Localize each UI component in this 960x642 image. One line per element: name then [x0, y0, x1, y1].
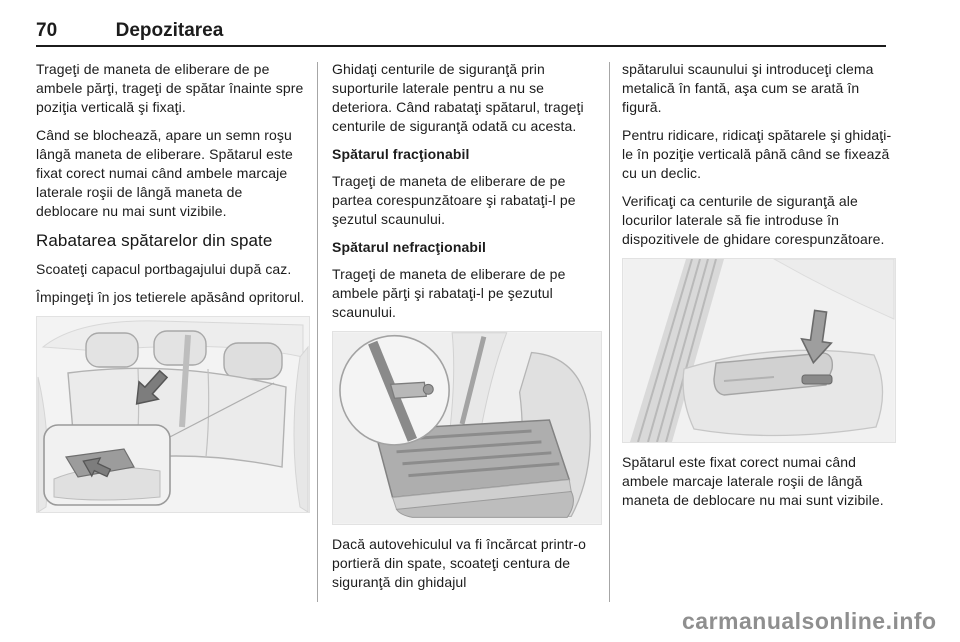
chapter-title: Depozitarea	[115, 20, 224, 41]
rear-seats-illustration	[36, 316, 310, 513]
figure-folded-backrest	[332, 331, 600, 525]
paragraph: spătarului scaunului şi introduceţi clema metalică în fantă, aşa cum se arată în figură.	[622, 61, 874, 115]
column-2	[332, 60, 600, 601]
belt-clip-slot	[802, 375, 832, 384]
column-divider	[609, 62, 610, 602]
paragraph: Dacă autovehiculul va fi încărcat printr-o portieră din spate, scoateţi centura de siguranţă din ghidajul	[332, 536, 586, 590]
page-header	[36, 20, 886, 42]
paragraph: Pentru ridicare, ridicaţi spătarele şi ghidaţi-le în poziţie verticală până când se fixează cu un declic.	[622, 127, 892, 181]
paragraph: Scoateţi capacul portbagajului după caz.	[36, 261, 292, 277]
clip-knob	[423, 384, 433, 394]
paragraph: Când se blochează, apare un semn roşu lângă maneta de eliberare. Spătarul este fixat corect numai când ambele marcaje laterale roşii de lângă maneta de deblocare nu mai sunt vizibile.	[36, 127, 293, 219]
paragraph: Trageţi de maneta de eliberare de pe ambele părţi şi rabataţi-l pe şezutul scaunului.	[332, 266, 566, 320]
paragraph: Ghidaţi centurile de siguranţă prin suporturile laterale pentru a nu se deteriora. Când rabataţi spătarul, trageţi centurile de siguranţă odată cu acesta.	[332, 61, 584, 134]
column-1	[36, 60, 308, 523]
page-number: 70	[36, 20, 58, 41]
header-rule	[36, 45, 886, 47]
headrest-left	[86, 333, 138, 367]
headrest-center	[154, 331, 206, 365]
paragraph: Trageţi de maneta de eliberare de pe partea corespunzătoare şi rabataţi-l pe şezutul scaunului.	[332, 173, 576, 227]
headrest-right	[224, 343, 282, 379]
figure-belt-guide	[622, 258, 894, 443]
paragraph: Împingeţi în jos tetierele apăsând opritorul.	[36, 289, 305, 305]
watermark-text: carmanualsonline.info	[682, 608, 937, 634]
sub-heading: Spătarul nefracţionabil	[332, 239, 486, 255]
belt-metal-clip	[391, 382, 427, 398]
column-3	[622, 60, 894, 519]
paragraph: Spătarul este fixat corect numai când ambele marcaje laterale roşii de lângă maneta de deblocare nu mai sunt vizibile.	[622, 454, 884, 508]
paragraph: Verificaţi ca centurile de siguranţă ale locurilor laterale să fie introduse în dispozitivele de ghidare corespunzătoare.	[622, 193, 885, 247]
belt-clip-slot-illustration	[622, 258, 896, 443]
folded-backrest-illustration	[332, 331, 602, 525]
column-divider	[317, 62, 318, 602]
figure-rear-seats	[36, 316, 308, 513]
section-heading: Rabatarea spătarelor din spate	[36, 231, 273, 250]
sub-heading: Spătarul fracţionabil	[332, 146, 470, 162]
paragraph: Trageţi de maneta de eliberare de pe ambele părţi, trageţi de spătar înainte spre poziţia verticală şi fixaţi.	[36, 61, 304, 115]
